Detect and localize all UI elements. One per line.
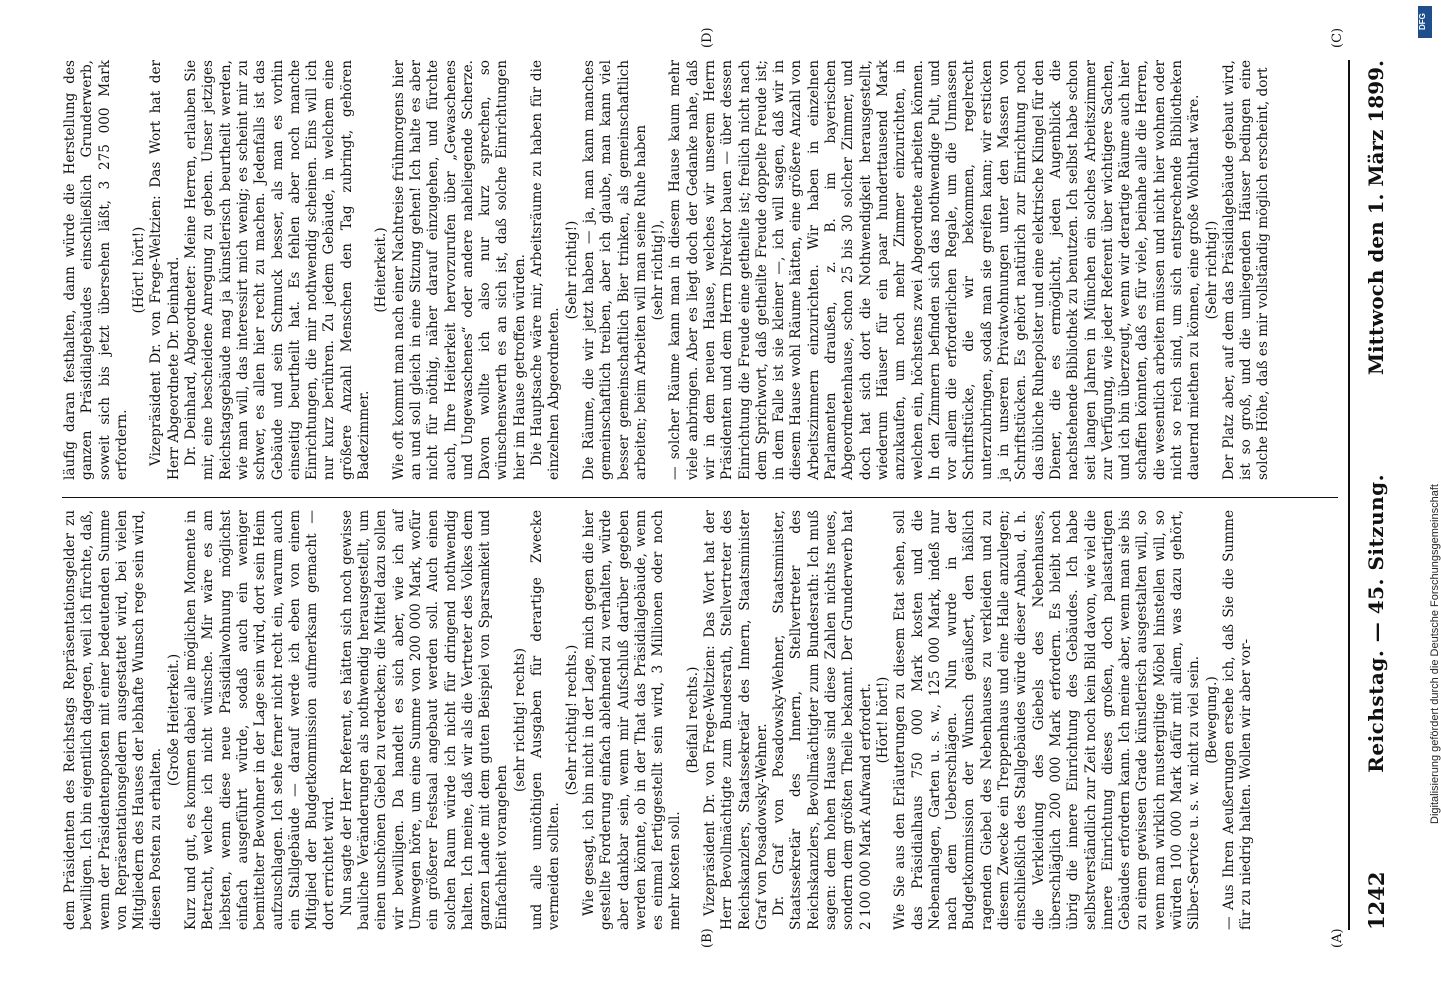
- attribution-strip: [1415, 4, 1441, 824]
- running-head: [1358, 60, 1394, 930]
- header-rule: [1348, 60, 1350, 930]
- interjection: (Hört! hört!): [874, 676, 891, 764]
- interjection: (Hört! hört!): [131, 226, 148, 314]
- paragraph: Vizepräsident Dr. von Frege-Weltzien: Das Wort hat der Herr Abgeordnete Dr. Deinhard.: [148, 60, 182, 480]
- session-date: Mittwoch den 1. März 1899.: [1364, 60, 1388, 376]
- margin-mark-b: (B): [700, 928, 715, 948]
- paragraph: Wie oft kommt man nach einer Nachtreise frühmorgens hier an und soll gleich in eine Sitzung gehen! Ich halte es aber nicht für nöthig, näher darauf einzugehen, und fürchte auch, Ihre Heiterkeit hervorzurufen über „Gewaschenes und Ungewaschenes“ oder andere naheliegende Scherze. Davon wollte ich also nur kurz sprechen, so wünschenswerth es an sich ist, daß solche Einrichtungen hier im Hause getroffen würden.: [390, 60, 528, 480]
- interjection: (Sehr richtig! rechts.): [563, 644, 580, 796]
- dfg-logo: DFG: [1418, 6, 1432, 38]
- margin-mark-a: (A): [1330, 928, 1345, 948]
- paragraph: Vizepräsident Dr. von Frege-Weltzien: Das Wort hat der Herr Bevollmächtigte zum Bundesrath, Stellvertreter des Reichskanzlers, Staatssekretär des Innern, Staatsminister Graf von Posadowsky-Wehner.: [701, 510, 770, 930]
- margin-mark-c: (C): [1330, 27, 1345, 48]
- session-title: Reichstag. — 45. Sitzung.: [1364, 473, 1388, 773]
- paragraph: Dr. Graf von Posadowsky-Wehner, Staatsminister, Staatssekretär des Innern, Stellvertreter des Reichskanzlers, Bevollmächtigter zum Bundesrath: Ich muß sagen: dem hohen Hause sind diese Zahlen nichts neues, sondern dem größten Theile bekannt. Der Grunderwerb hat 2 100 000 Mark Aufwand erfordert.: [771, 510, 874, 930]
- right-column: [62, 60, 1338, 480]
- paragraph: und alle unnöthigen Ausgaben für derartige Zwecke vermeiden sollten.: [529, 510, 563, 930]
- interjection: (Sehr richtig!): [1203, 220, 1220, 320]
- interjection: (sehr richtig! rechts): [511, 647, 528, 793]
- paragraph: — solcher Räume kann man in diesem Hause kaum mehr viele anbringen. Aber es liegt doch der Gedanke nahe, daß wir in dem neuen Hause, welches wir unserem Herrn Präsidenten und dem Herrn Direktor bauen — über dessen Einrichtung die Freude eine getheilte ist; freilich nicht nach dem Sprichwort, daß getheilte Freude doppelte Freude ist; in dem Falle ist sie kleiner —, ich will sagen, daß wir in diesem Hause wohl Räume hätten, eine größere Anzahl von Arbeitszimmern einzurichten. Wir haben in einzelnen Parlamenten draußen, z. B. im bayerischen Abgeordnetenhause, schon 25 bis 30 solcher Zimmer, und doch hat sich dort die Nothwendigkeit herausgestellt, wiederum Häuser für ein paar hunderttausend Mark anzukaufen, um noch mehr Zimmer einzurichten, in welchen ein, höchstens zwei Abgeordnete arbeiten können. In den Zimmern befinden sich das nothwendige Pult, und vor allem die erforderlichen Regale, um die Unmassen Schriftstücke, die wir bekommen, regelrecht unterzubringen, sodaß man sie greifen kann; wir ersticken ja in unseren Privatwohnungen unter den Massen von Schriftstücken. Es gehört natürlich zur Einrichtung noch das übliche Ruhepolster und eine elektrische Klingel für den Diener, die es ermöglicht, jeden Augenblick die nachstehende Bibliothek zu benutzen. Ich selbst habe schon seit langen Jahren in München ein solches Arbeitszimmer zur Verfügung, wie jeder Referent über wichtigere Sachen, und ich bin überzeugt, wenn wir derartige Räume auch hier schaffen könnten, daß es für viele, beinahe alle die Herren, die wesentlich arbeiten müssen und nicht hier wohnen oder nicht so reich sind, um sich entsprechende Bibliotheken dauernd miethen zu können, eine große Wohlthat wäre.: [667, 60, 1203, 480]
- attribution-text: Digitalisierung gefördert durch die Deutsche Forschungsgemeinschaft: [1429, 484, 1441, 824]
- interjection: (Große Heiterkeit.): [165, 653, 182, 787]
- margin-mark-d: (D): [700, 27, 715, 48]
- paragraph: Wie Sie aus den Erläuterungen zu diesem Etat sehen, soll das Präsidialhaus 750 000 Mark kosten und die Nebenanlagen, Garten u. s. w., 125 000 Mark, indeß nur nach dem Ueberschlägen. Nun wurde in der Budgetkommission der Wunsch geäußert, den häßlich ragenden Giebel des Nebenhauses zu verkleiden und zu diesem Zwecke ein Treppenhaus und eine Halle anzulegen; einschließlich des Stallgebäudes würde dieser Anbau, d. h. die Verkleidung des Giebels des Nebenhauses, überschläglich 200 000 Mark erfordern. Es bleibt noch übrig die innere Einrichtung des Gebäudes. Ich habe selbstverständlich zur Zeit noch kein Bild davon, wie viel die innere Einrichtung dieses großen, doch palastartigen Gebäudes erfordern kann. Ich meine aber, wenn man sie bis zu einem gewissen Grade künstlerisch ausgestalten will, so wenn man wirklich mustergiltige Möbel hinstellen will, so würden 100 000 Mark dafür mit allem, was dazu gehört, Silber-Service u. s. w. nicht zu viel sein.: [892, 510, 1203, 930]
- paragraph: Nun sagte der Herr Referent, es hätten sich noch gewisse bauliche Veränderungen als nothwendig herausgestellt, um einen unschönen Giebel zu verdecken; die Mittel dazu sollen wir bewilligen. Da handelt es sich aber, wie ich auf Umwegen höre, um eine Summe von 200 000 Mark, wofür ein größerer Festsaal angebaut werden soll. Auch einen solchen Raum würde ich nicht für dringend nothwendig halten. Ich meine, daß wir als die Vertreter des Volkes dem ganzen Lande mit dem guten Beispiel von Sparsamkeit und Einfachheit vorangehen: [338, 510, 511, 930]
- interjection: (Beifall rechts.): [684, 666, 701, 774]
- paragraph: dem Präsidenten des Reichstags Repräsentationsgelder zu bewilligen. Ich bin eigentlich dagegen, weil ich fürchte, daß, wenn der Präsidentenposten mit einer bedeutenden Summe von Repräsentationsgeldern ausgestattet wird, bei vielen Mitgliedern des Hauses der lebhafte Wunsch rege sein wird, diesen Posten zu erhalten.: [62, 510, 165, 930]
- interjection: (Bewegung.): [1203, 676, 1220, 764]
- paragraph: Dr. Deinhard, Abgeordneter: Meine Herren, erlauben Sie mir, eine bescheidene Anregung zu geben. Unser jetziges Reichstagsgebäude mag ja künstlerisch beurtheilt werden, wie man will, das interessirt mich wenig; es scheint mir zu schwer, es allen hier recht zu machen. Jedenfalls ist das Gebäude und sein Schmuck besser, als man es vorhin einseitig beurtheilt hat. Es fehlen aber noch manche Einrichtungen, die mir nothwendig scheinen. Eins will ich nur kurz berühren. Zu jedem Gebäude, in welchem eine größere Anzahl Menschen den Tag zubringt, gehören Badezimmer.: [183, 60, 373, 480]
- paragraph: Die Räume, die wir jetzt haben — ja, man kann manches gemeinschaftlich treiben, aber ich glaube, man kann viel besser gemeinschaftlich Bier trinken, als gemeinschaftlich arbeiten; beim Arbeiten will man seine Ruhe haben: [580, 60, 649, 480]
- paragraph: Wie gesagt, ich bin nicht in der Lage, mich gegen die hier gestellte Forderung einfach ablehnend zu verhalten, würde aber dankbar sein, wenn mir Aufschluß darüber gegeben werden könnte, ob in der That das Präsidialgebäude, wenn es einmal fertiggestellt sein wird, 3 Millionen oder noch mehr kosten soll.: [580, 510, 684, 930]
- interjection: (Heiterkeit.): [373, 227, 390, 313]
- paragraph: Die Hauptsache wäre mir, Arbeitsräume zu haben für die einzelnen Abgeordneten.: [529, 60, 563, 480]
- interjection: (Sehr richtig!): [563, 220, 580, 320]
- paragraph: — Aus Ihren Aeußerungen ersehe ich, daß Sie die Summe für zu niedrig halten. Wollen wir aber vor-: [1220, 510, 1255, 930]
- paragraph: Der Platz aber, auf dem das Präsidialgebäude gebaut wird, ist so groß, und die umliegenden Häuser bedingen eine solche Höhe, daß es mir vollständig möglich erscheint, dort: [1220, 60, 1272, 480]
- interjection: (sehr richtig!),: [650, 219, 667, 321]
- column-divider: [62, 497, 1338, 498]
- left-column: [62, 510, 1338, 930]
- page-number: 1242: [1363, 871, 1389, 930]
- paragraph: Kurz und gut, es kommen dabei alle möglichen Momente in Betracht, welche ich nicht wünsche. Mir wäre es am liebsten, wenn diese neue Präsidialwohnung möglichst einfach ausgeführt würde, sodaß auch ein weniger bemittelter Bewohner in der Lage sein wird, dort sein Heim aufzuschlagen. Ich sehe ferner nicht recht ein, warum auch ein Stallgebäude — darauf werde ich eben von einem Mitglied der Budgetkommission aufmerksam gemacht — dort errichtet wird.: [183, 510, 338, 930]
- paragraph: läufig daran festhalten, dann würde die Herstellung des ganzen Präsidialgebäudes einschließlich Grunderwerb, soweit sich bis jetzt übersehen läßt, 3 275 000 Mark erfordern.: [62, 60, 130, 480]
